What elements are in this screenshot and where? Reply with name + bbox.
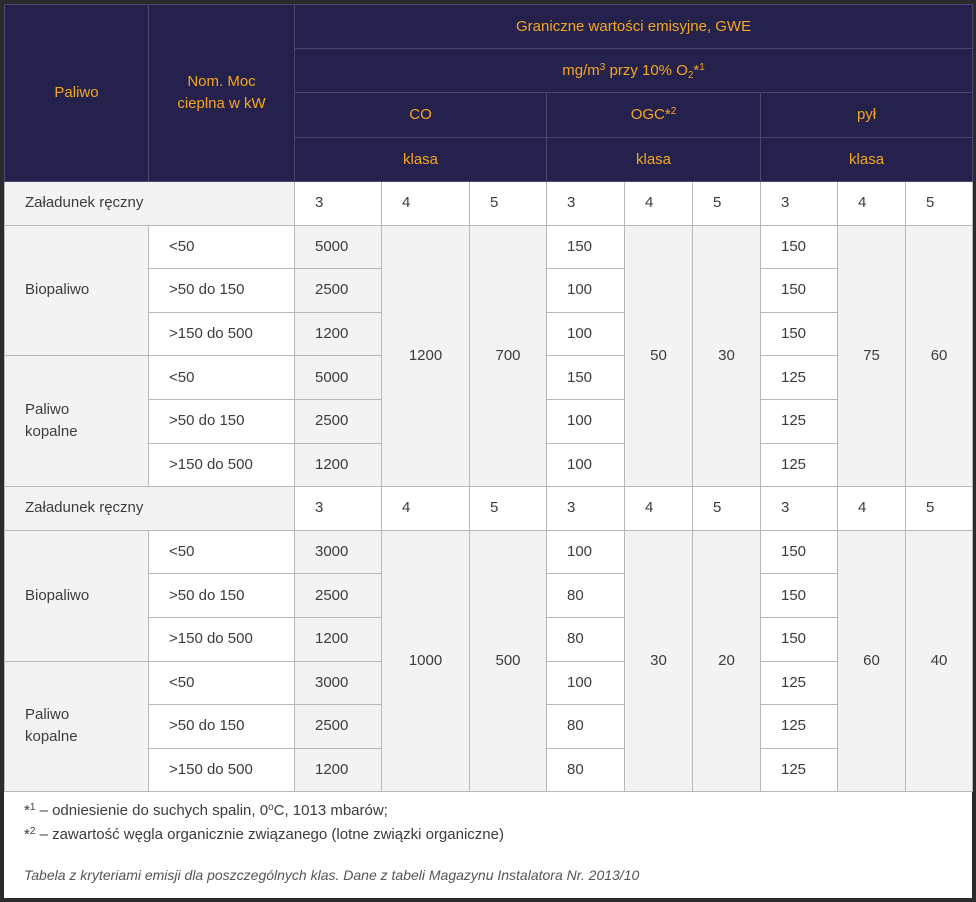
footnote-text: – zawartość węgla organicznie związanego (lotne związki organiczne) [35,826,504,843]
class-cell: 5 [470,487,547,531]
dust-class3-cell: 125 [761,399,838,443]
header-dust: pył [761,93,973,138]
co-class3-cell: 3000 [295,530,382,574]
unit-prefix: mg/m [562,61,600,79]
co-class3-cell: 3000 [295,661,382,705]
dust-class3-cell: 125 [761,748,838,792]
co-class3-cell: 2500 [295,574,382,618]
section-label: Załadunek ręczny [5,487,295,531]
ogc-class3-cell: 80 [547,617,625,661]
class-cell: 5 [906,487,973,531]
class-cell: 5 [693,487,761,531]
section-class-row [5,487,973,531]
ogc-class3-cell: 80 [547,705,625,749]
unit-mid: przy 10% O [605,61,688,79]
fuel-label: Biopaliwo [25,281,90,299]
class-cell: 4 [382,487,470,531]
dust-class4-cell: 75 [838,225,906,487]
fuel-cell [5,225,149,356]
dust-class5-cell: 60 [906,225,973,487]
class-cell: 3 [295,182,382,226]
table-header [5,5,973,182]
ogc-label: OGC* [630,106,671,123]
class-cell: 3 [547,182,625,226]
unit-exp: 3 [599,61,606,73]
class-cell: 5 [470,182,547,226]
class-cell: 4 [625,182,693,226]
ogc-class4-cell: 50 [625,225,693,487]
power-cell: >150 do 500 [149,748,295,792]
dust-class3-cell: 150 [761,312,838,356]
fuel-label: Paliwo kopalne [25,401,78,441]
dust-class4-cell: 60 [838,530,906,792]
fuel-label: Biopaliwo [25,586,90,604]
fuel-cell [5,356,149,487]
co-class3-cell: 2500 [295,705,382,749]
section-class-row [5,182,973,226]
dust-class3-cell: 150 [761,269,838,313]
class-cell: 3 [761,182,838,226]
unit-star-exp: 1 [699,61,705,73]
co-class3-cell: 1200 [295,443,382,487]
unit-sub: 2 [687,69,694,81]
dust-class3-cell: 125 [761,705,838,749]
class-cell: 3 [295,487,382,531]
header-unit [295,49,973,93]
ogc-class3-cell: 100 [547,443,625,487]
power-cell: <50 [149,356,295,400]
header-gwe-title: Graniczne wartości emisyjne, GWE [295,5,973,49]
header-class-dust: klasa [761,138,973,182]
class-cell: 5 [693,182,761,226]
footnote-text-end: C, 1013 mbarów; [273,802,388,819]
ogc-class3-cell: 100 [547,269,625,313]
footnote-2 [24,824,954,848]
footnote-exp: 2 [29,826,36,837]
section-label: Załadunek ręczny [5,182,295,226]
ogc-class3-cell: 100 [547,399,625,443]
class-cell: 4 [382,182,470,226]
ogc-class3-cell: 100 [547,530,625,574]
unit-star: * [693,61,700,79]
co-class3-cell: 1200 [295,617,382,661]
power-cell: >50 do 150 [149,574,295,618]
table-container [4,4,972,898]
power-cell: <50 [149,530,295,574]
power-cell: >150 do 500 [149,617,295,661]
header-ogc [547,93,761,138]
ogc-exp: 2 [670,106,677,117]
ogc-class3-cell: 100 [547,661,625,705]
co-class5-cell: 500 [470,530,547,792]
ogc-class3-cell: 80 [547,748,625,792]
power-cell: <50 [149,661,295,705]
co-class3-cell: 5000 [295,225,382,269]
dust-class3-cell: 125 [761,661,838,705]
power-cell: >50 do 150 [149,269,295,313]
footnote-1 [24,800,954,824]
fuel-cell [5,530,149,661]
co-class4-cell: 1000 [382,530,470,792]
class-cell: 4 [625,487,693,531]
ogc-class4-cell: 30 [625,530,693,792]
class-cell: 3 [761,487,838,531]
footnotes [24,800,954,886]
header-co: CO [295,93,547,138]
co-class3-cell: 1200 [295,312,382,356]
ogc-class5-cell: 20 [693,530,761,792]
table-row [5,225,973,269]
co-class3-cell: 2500 [295,399,382,443]
class-cell: 4 [838,182,906,226]
ogc-class3-cell: 150 [547,356,625,400]
power-cell: >50 do 150 [149,399,295,443]
dust-class5-cell: 40 [906,530,973,792]
fuel-label: Paliwo kopalne [25,706,78,746]
power-cell: >150 do 500 [149,312,295,356]
co-class4-cell: 1200 [382,225,470,487]
emission-table [4,4,973,792]
footnote-text: – odniesienie do suchych spalin, 0 [35,802,269,819]
header-fuel: Paliwo [5,5,149,182]
footnote-degree: o [268,802,274,813]
co-class3-cell: 1200 [295,748,382,792]
ogc-class3-cell: 150 [547,225,625,269]
dust-class3-cell: 125 [761,443,838,487]
dust-class3-cell: 125 [761,356,838,400]
co-class3-cell: 2500 [295,269,382,313]
table-body [5,182,973,792]
power-cell: >50 do 150 [149,705,295,749]
footnote-star: * [24,802,30,819]
footnote-star: * [24,826,30,843]
co-class3-cell: 5000 [295,356,382,400]
power-cell: <50 [149,225,295,269]
header-power-label: Nom. Moc cieplna w kW [177,73,266,112]
header-class-ogc: klasa [547,138,761,182]
table-caption: Tabela z kryteriami emisji dla poszczególnych klas. Dane z tabeli Magazynu Instalatora Nr. 2013/10 [24,867,640,883]
dust-class3-cell: 150 [761,225,838,269]
header-power [149,5,295,182]
footnote-exp: 1 [29,802,36,813]
fuel-cell [5,661,149,792]
table-row [5,530,973,574]
class-cell: 3 [547,487,625,531]
ogc-class3-cell: 80 [547,574,625,618]
ogc-class3-cell: 100 [547,312,625,356]
dust-class3-cell: 150 [761,617,838,661]
class-cell: 4 [838,487,906,531]
class-cell: 5 [906,182,973,226]
header-class-co: klasa [295,138,547,182]
ogc-class5-cell: 30 [693,225,761,487]
co-class5-cell: 700 [470,225,547,487]
dust-class3-cell: 150 [761,574,838,618]
dust-class3-cell: 150 [761,530,838,574]
power-cell: >150 do 500 [149,443,295,487]
